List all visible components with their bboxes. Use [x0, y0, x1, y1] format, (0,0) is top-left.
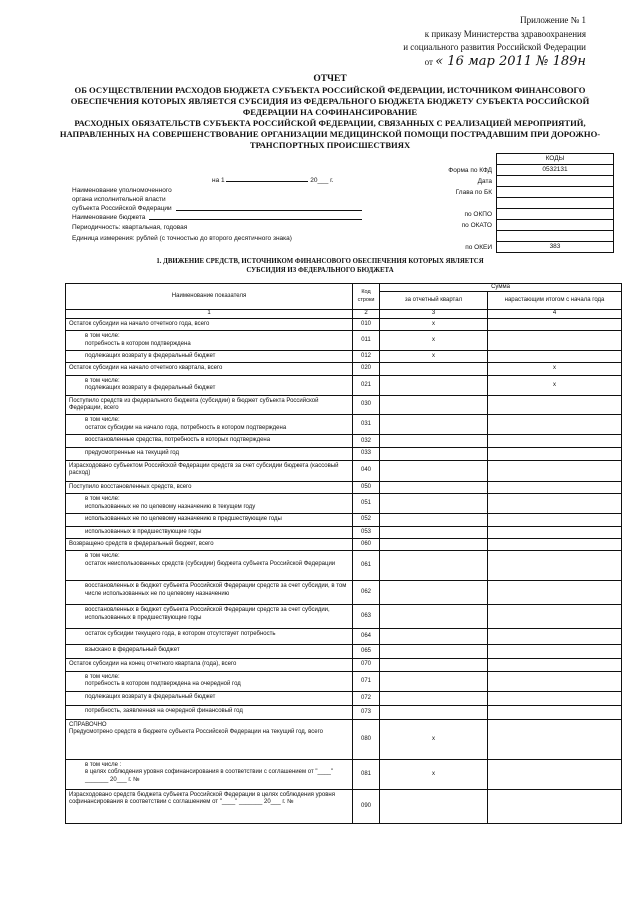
indicator-main-text: Поступило восстановленных средств, всего — [69, 483, 192, 490]
cumulative-value — [488, 538, 622, 550]
table-row — [66, 581, 622, 605]
indicator-sub-text: в том числе : в целях соблюдения уровня софинансирования в соответствии с соглашением от "____" _______ 20___ г. № — [85, 761, 333, 783]
title-line-5: РАСХОДНЫХ ОБЯЗАТЕЛЬСТВ СУБЪЕКТА РОССИЙСКОЙ ФЕДЕРАЦИИ, СВЯЗАННЫХ С РЕАЛИЗАЦИЕЙ МЕРОПРИЯТИЙ, — [74, 118, 586, 128]
table-row — [66, 719, 622, 759]
indicator-name — [66, 448, 353, 460]
indicator-name — [66, 363, 353, 375]
report-date-blank — [226, 175, 308, 182]
report-date-na: на 1 — [212, 177, 225, 184]
indicator-sub-text: в том числе: остаток неиспользованных средств (субсидии) бюджета субъекта Российской Федерации — [85, 553, 336, 567]
header-row-code: Код строки — [353, 284, 380, 310]
quarter-value — [380, 671, 488, 691]
col-number-4: 4 — [488, 310, 622, 318]
quarter-value — [380, 481, 488, 493]
indicator-sub-text: восстановленных в бюджет субъекта Российской Федерации средств за счет субсидии, использованных в предшествующие годы — [85, 607, 330, 621]
cumulative-value — [488, 448, 622, 460]
label-okato: по ОКАТО — [461, 222, 492, 229]
quarter-value — [380, 705, 488, 719]
indicator-sub-text: использованных не по целевому назначению в предшествующие годы — [85, 516, 282, 523]
indicator-name — [66, 526, 353, 538]
indicator-name — [66, 331, 353, 351]
table-row — [66, 415, 622, 435]
report-date-line — [212, 175, 362, 185]
indicator-main-text: СПРАВОЧНО Предусмотрено средств в бюджете субъекта Российской Федерации на текущий год, всего — [69, 721, 323, 736]
quarter-value — [380, 375, 488, 395]
indicator-sub-text: восстановленные средства, потребность в которых подтверждена — [85, 437, 271, 444]
indicator-name — [66, 645, 353, 659]
cumulative-value — [488, 331, 622, 351]
cumulative-value — [488, 351, 622, 363]
indicator-name — [66, 659, 353, 671]
cumulative-value — [488, 581, 622, 605]
table-row — [66, 375, 622, 395]
section-title-2: СУБСИДИЯ ИЗ ФЕДЕРАЛЬНОГО БЮДЖЕТА — [246, 267, 394, 274]
label-okei: по ОКЕИ — [465, 244, 492, 251]
indicator-name — [66, 605, 353, 629]
row-code: 073 — [353, 705, 380, 719]
quarter-value: x — [380, 351, 488, 363]
row-code: 065 — [353, 645, 380, 659]
quarter-value — [380, 494, 488, 514]
cumulative-value — [488, 551, 622, 581]
quarter-value — [380, 789, 488, 823]
quarter-value — [380, 581, 488, 605]
indicator-name — [66, 581, 353, 605]
indicator-name — [66, 481, 353, 493]
cumulative-value — [488, 318, 622, 330]
cumulative-value — [488, 691, 622, 705]
quarter-value — [380, 645, 488, 659]
indicator-name — [66, 719, 353, 759]
code-date — [497, 176, 614, 187]
table-row — [66, 551, 622, 581]
appendix-ministry-line: и социального развития Российской Федерации — [403, 42, 586, 52]
indicator-sub-text: предусмотренные на текущий год — [85, 450, 180, 457]
cumulative-value — [488, 759, 622, 789]
table-row — [66, 605, 622, 629]
header-indicator-name: Наименование показателя — [66, 284, 353, 310]
indicator-name — [66, 494, 353, 514]
org-blank — [176, 204, 362, 211]
indicator-sub-text: в том числе: потребность в котором подтверждена на очередной год — [85, 673, 241, 688]
table-row — [66, 538, 622, 550]
row-code: 081 — [353, 759, 380, 789]
indicator-main-text: Поступило средств из федерального бюджета (субсидии) в бюджет субъекта Российской Федерации, всего — [69, 397, 319, 412]
appendix-order-line: к приказу Министерства здравоохранения — [424, 28, 586, 39]
report-title — [40, 74, 620, 151]
title-line-6: НАПРАВЛЕННЫХ НА СОВЕРШЕНСТВОВАНИЕ ОРГАНИЗАЦИИ МЕДИЦИНСКОЙ ПОМОЩИ ПОСТРАДАВШИМ ПРИ ДОРОЖНО- — [59, 129, 601, 139]
row-code: 052 — [353, 514, 380, 526]
col-number-3: 3 — [380, 310, 488, 318]
budget-row — [72, 213, 362, 222]
org-row — [72, 204, 362, 213]
budget-label: Наименование бюджета — [72, 214, 146, 221]
row-code: 064 — [353, 629, 380, 645]
header-fields — [72, 186, 362, 243]
table-row — [66, 629, 622, 645]
quarter-value — [380, 448, 488, 460]
table-row — [66, 759, 622, 789]
indicator-sub-text: в том числе: потребность в котором подтверждена — [85, 333, 191, 347]
indicator-main-text: Израсходовано субъектом Российской Федерации средств за счет субсидии бюджета (кассовый расход) — [69, 462, 339, 477]
label-date: Дата — [477, 178, 492, 185]
indicator-name — [66, 351, 353, 363]
indicator-name — [66, 629, 353, 645]
header-cumulative: нарастающим итогом с начала года — [488, 292, 622, 310]
code-empty-1 — [497, 198, 614, 209]
row-code: 063 — [353, 605, 380, 629]
title-line-1: ОТЧЕТ — [313, 74, 347, 84]
indicator-main-text: Остаток субсидии на конец отчетного квартала (года), всего — [69, 661, 237, 668]
report-date-year: 20___ г. — [310, 177, 334, 184]
title-line-4: ФЕДЕРАЦИИ НА СОФИНАНСИРОВАНИЕ — [242, 107, 418, 117]
header-quarter: за отчетный квартал — [380, 292, 488, 310]
org-label-3: субъекта Российской Федерации — [72, 205, 172, 212]
indicator-name — [66, 759, 353, 789]
table-row — [66, 494, 622, 514]
table-row — [66, 363, 622, 375]
indicator-main-text: Израсходовано средств бюджета субъекта Российской Федерации в целях соблюдения уровня софинансирования в соответствии с соглашением от "____" _______ 20___ г. № — [69, 791, 335, 806]
indicator-sub-text: восстановленных в бюджет субъекта Российской Федерации средств за счет субсидии, в том числе использованных не по целевому назначению — [85, 583, 347, 597]
indicator-name — [66, 395, 353, 415]
row-code: 070 — [353, 659, 380, 671]
table-row — [66, 514, 622, 526]
row-code: 090 — [353, 789, 380, 823]
cumulative-value — [488, 415, 622, 435]
unit-label: Единица измерения: рублей (с точностью до второго десятичного знака) — [72, 235, 292, 242]
table-row — [66, 526, 622, 538]
quarter-value — [380, 514, 488, 526]
appendix-date-line — [403, 55, 586, 70]
indicator-sub-text: в том числе: использованных не по целевому назначению в текущем году — [85, 496, 256, 510]
code-okei: 383 — [497, 242, 614, 253]
indicator-name — [66, 538, 353, 550]
table-row — [66, 691, 622, 705]
cumulative-value — [488, 514, 622, 526]
indicator-name — [66, 435, 353, 448]
row-code: 071 — [353, 671, 380, 691]
indicator-name — [66, 460, 353, 481]
quarter-value — [380, 659, 488, 671]
cumulative-value — [488, 526, 622, 538]
row-code: 053 — [353, 526, 380, 538]
code-okato — [497, 220, 614, 231]
row-code: 062 — [353, 581, 380, 605]
quarter-value — [380, 415, 488, 435]
section-title-1: 1. ДВИЖЕНИЕ СРЕДСТВ, ИСТОЧНИКОМ ФИНАНСОВОГО ОБЕСПЕЧЕНИЯ КОТОРЫХ ЯВЛЯЕТСЯ — [156, 258, 484, 265]
col-number-1: 1 — [66, 310, 353, 318]
indicator-name — [66, 671, 353, 691]
quarter-value — [380, 435, 488, 448]
label-empty-1 — [380, 199, 492, 210]
cumulative-value — [488, 435, 622, 448]
indicator-name — [66, 514, 353, 526]
movement-table — [65, 283, 622, 824]
appendix-number: Приложение № 1 — [520, 15, 586, 25]
quarter-value — [380, 526, 488, 538]
header-sum: Сумма — [380, 284, 622, 292]
row-code: 050 — [353, 481, 380, 493]
table-row — [66, 395, 622, 415]
quarter-value — [380, 629, 488, 645]
indicator-name — [66, 551, 353, 581]
cumulative-value — [488, 705, 622, 719]
indicator-sub-text: остаток субсидии текущего года, в котором отсутствует потребность — [85, 631, 276, 638]
row-code: 021 — [353, 375, 380, 395]
codes-labels — [380, 166, 492, 254]
cumulative-value — [488, 395, 622, 415]
title-line-7: ТРАНСПОРТНЫХ ПРОИСШЕСТВИЯХ — [249, 140, 411, 150]
quarter-value — [380, 691, 488, 705]
code-empty-2 — [497, 231, 614, 242]
cumulative-value — [488, 671, 622, 691]
row-code: 061 — [353, 551, 380, 581]
indicator-sub-text: взыскано в федеральный бюджет — [85, 647, 180, 654]
cumulative-value — [488, 481, 622, 493]
cumulative-value — [488, 789, 622, 823]
codes-table — [496, 153, 614, 253]
codes-header: КОДЫ — [497, 154, 614, 165]
indicator-name — [66, 415, 353, 435]
indicator-main-text: Возвращено средств в федеральный бюджет, всего — [69, 540, 214, 547]
table-row — [66, 645, 622, 659]
indicator-sub-text: потребность, заявленная на очередной финансовый год — [85, 707, 243, 714]
indicator-name — [66, 375, 353, 395]
label-okpo: по ОКПО — [464, 211, 492, 218]
table-row — [66, 318, 622, 330]
table-row — [66, 659, 622, 671]
cumulative-value: x — [488, 363, 622, 375]
row-code: 051 — [353, 494, 380, 514]
title-line-2: ОБ ОСУЩЕСТВЛЕНИИ РАСХОДОВ БЮДЖЕТА СУБЪЕКТА РОССИЙСКОЙ ФЕДЕРАЦИИ, ИСТОЧНИКОМ ФИНАНСОВОГО — [74, 85, 586, 95]
row-code: 011 — [353, 331, 380, 351]
cumulative-value: x — [488, 375, 622, 395]
cumulative-value — [488, 605, 622, 629]
quarter-value: x — [380, 331, 488, 351]
handwritten-date-number: « 16 мар 2011 № 189н — [435, 53, 586, 69]
quarter-value: x — [380, 318, 488, 330]
row-code: 040 — [353, 460, 380, 481]
indicator-sub-text: в том числе: подлежащих возврату в федеральный бюджет — [85, 377, 216, 392]
quarter-value — [380, 395, 488, 415]
quarter-value — [380, 538, 488, 550]
cumulative-value — [488, 719, 622, 759]
row-code: 033 — [353, 448, 380, 460]
indicator-main-text: Остаток субсидии на начало отчетного квартала, всего — [69, 365, 223, 372]
row-code: 010 — [353, 318, 380, 330]
label-empty-2 — [380, 232, 492, 243]
table-row — [66, 435, 622, 448]
section-title — [90, 257, 550, 275]
cumulative-value — [488, 645, 622, 659]
code-okpo — [497, 209, 614, 220]
indicator-name — [66, 705, 353, 719]
org-label-1: Наименование уполномоченного — [72, 187, 172, 194]
indicator-sub-text: подлежащих возврату в федеральный бюджет — [85, 693, 216, 700]
table-row — [66, 705, 622, 719]
code-bk — [497, 187, 614, 198]
indicator-sub-text: подлежащих возврату в федеральный бюджет — [85, 353, 216, 360]
cumulative-value — [488, 460, 622, 481]
quarter-value — [380, 551, 488, 581]
row-code: 072 — [353, 691, 380, 705]
row-code: 012 — [353, 351, 380, 363]
quarter-value: x — [380, 719, 488, 759]
quarter-value — [380, 363, 488, 375]
row-code: 030 — [353, 395, 380, 415]
code-kfd: 0532131 — [497, 165, 614, 176]
table-row — [66, 789, 622, 823]
table-row — [66, 448, 622, 460]
table-row — [66, 460, 622, 481]
quarter-value — [380, 460, 488, 481]
indicator-main-text: Остаток субсидии на начало отчетного года, всего — [69, 320, 210, 327]
appendix-block — [403, 14, 586, 69]
row-code: 080 — [353, 719, 380, 759]
quarter-value — [380, 605, 488, 629]
row-code: 060 — [353, 538, 380, 550]
indicator-name — [66, 691, 353, 705]
indicator-sub-text: в том числе: остаток субсидии на начало года, потребность в котором подтверждена — [85, 417, 287, 431]
cumulative-value — [488, 659, 622, 671]
budget-blank — [149, 213, 362, 220]
row-code: 032 — [353, 435, 380, 448]
indicator-name — [66, 789, 353, 823]
table-row — [66, 671, 622, 691]
quarter-value: x — [380, 759, 488, 789]
org-label-2: органа исполнительной власти — [72, 196, 166, 203]
table-row — [66, 351, 622, 363]
table-row — [66, 481, 622, 493]
label-bk: Глава по БК — [455, 189, 492, 196]
table-row — [66, 331, 622, 351]
appendix-date-prefix: от — [424, 56, 433, 67]
indicator-sub-text: использованных в предшествующие годы — [85, 528, 202, 535]
cumulative-value — [488, 629, 622, 645]
row-code: 031 — [353, 415, 380, 435]
cumulative-value — [488, 494, 622, 514]
title-line-3: ОБЕСПЕЧЕНИЯ КОТОРЫХ ЯВЛЯЕТСЯ СУБСИДИЯ ИЗ ФЕДЕРАЛЬНОГО БЮДЖЕТА БЮДЖЕТУ СУБЪЕКТА РОССИЙСКОЙ — [70, 96, 590, 106]
label-kfd: Форма по КФД — [448, 167, 492, 174]
indicator-name — [66, 318, 353, 330]
col-number-2: 2 — [353, 310, 380, 318]
periodicity-label: Периодичность: квартальная, годовая — [72, 224, 188, 231]
row-code: 020 — [353, 363, 380, 375]
